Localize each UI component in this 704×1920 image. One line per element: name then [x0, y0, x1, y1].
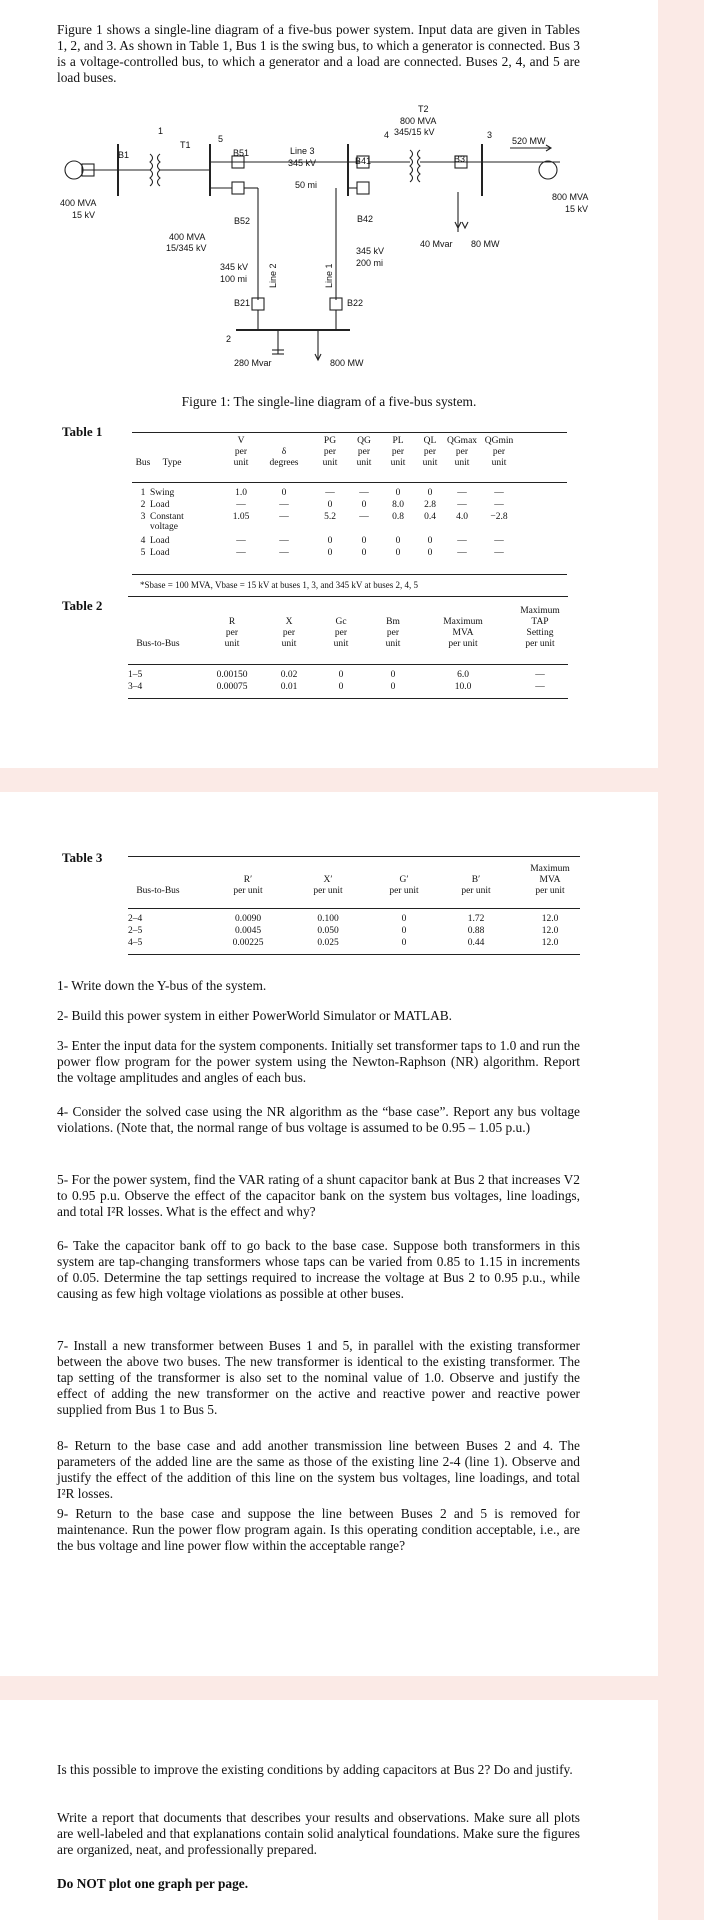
table2-cell: 0.00075 — [216, 682, 248, 692]
table1-bottom-rule — [132, 574, 567, 575]
table1-header-cell: unit — [491, 458, 507, 468]
table1-cell: 0 — [395, 488, 401, 498]
table3-cell: 12.0 — [541, 938, 559, 948]
table2-cell: 0 — [390, 682, 396, 692]
table1-header-cell: per — [455, 447, 469, 457]
table3-cell: 0.00225 — [232, 938, 264, 948]
table1-header-cell: unit — [233, 458, 249, 468]
table2-cell: 1–5 — [128, 670, 143, 680]
table1-cell: 2.8 — [424, 500, 436, 510]
table2-cell: 6.0 — [457, 670, 469, 680]
table1-cell: — — [494, 536, 504, 546]
table1-header-cell: QL — [423, 436, 437, 446]
table2-cell: — — [535, 682, 545, 692]
dg-l1mi: 200 mi — [356, 258, 384, 268]
question-4: 4- Consider the solved case using the NR algorithm as the “base case”. Report any bus voltage violations. (Note that, the normal range of bus voltage is assumed to be 0.95 – 1.05 p.u.) — [57, 1104, 580, 1135]
table1-cell: 5.2 — [324, 512, 336, 522]
table1-cell: Constant voltage — [150, 512, 184, 532]
table1-cell: Load — [150, 536, 170, 546]
table2-header-cell: per unit — [525, 639, 555, 649]
table2-header-cell: X — [285, 617, 293, 627]
table2-header-cell: per — [225, 628, 239, 638]
table1-cell: 0 — [427, 488, 433, 498]
dg-mw520: 520 MW — [512, 136, 546, 146]
dg-mva800: 800 MVA — [552, 192, 589, 202]
table2-header-cell: Bus-to-Bus — [136, 639, 180, 649]
table3-cell: 0 — [401, 926, 407, 936]
dg-n2: 2 — [226, 334, 232, 344]
table1-cell: 0 — [281, 488, 287, 498]
dg-t1: T1 — [180, 140, 191, 150]
table1-cell: 0.4 — [424, 512, 436, 522]
dg-t2kv: 345/15 kV — [394, 127, 435, 137]
intro-paragraph: Figure 1 shows a single-line diagram of a five-bus power system. Input data are given in Tables 1, 2, and 3. As shown in Table 1, Bus 1 is the swing bus, to which a generator is connected. Bus 3 is a voltage-controlled bus, to which a generator and a load are connected. Buses 2, 4, and 5 are load buses. — [57, 22, 580, 85]
table1-cell: 4.0 — [456, 512, 468, 522]
table2-cell: 3–4 — [128, 682, 143, 692]
table2-cell: 0.00150 — [216, 670, 248, 680]
table3-header-cell: per unit — [313, 886, 343, 896]
table1-header-cell: unit — [322, 458, 338, 468]
table3-cell: 0 — [401, 914, 407, 924]
table2-cell: 0.02 — [280, 670, 298, 680]
table2-cell: 10.0 — [454, 682, 472, 692]
table2-head-rule — [128, 664, 568, 665]
table2-header-cell: unit — [385, 639, 401, 649]
table2-header-cell: TAP — [531, 617, 549, 627]
dg-line3kv: 345 kV — [288, 158, 317, 168]
table1-cell: 0 — [361, 548, 367, 558]
single-line-diagram — [0, 92, 658, 392]
table2-header-cell: R — [228, 617, 236, 627]
question-1: 1- Write down the Y-bus of the system. — [57, 978, 267, 993]
dg-b21: B21 — [234, 298, 251, 308]
table2-header-cell: per — [334, 628, 348, 638]
table1-header-cell: PL — [392, 436, 404, 446]
table1-header-cell: degrees — [269, 458, 299, 468]
dg-l2kv: 345 kV — [220, 262, 249, 272]
table1-cell: — — [279, 536, 289, 546]
dg-t2mva: 800 MVA — [400, 116, 437, 126]
table3-cell: 0.025 — [317, 938, 339, 948]
table1-head-rule — [132, 482, 567, 483]
table3-header-cell: Bus-to-Bus — [136, 886, 180, 896]
table1-header-cell: per — [357, 447, 371, 457]
table1-cell: — — [494, 548, 504, 558]
table1-cell: 2 — [140, 500, 146, 510]
dg-mw800: 800 MW — [330, 358, 364, 368]
dg-b42: B42 — [357, 214, 374, 224]
table1-cell: 0 — [361, 500, 367, 510]
table2-cell: 0 — [390, 670, 396, 680]
table2-header-cell: Bm — [386, 617, 400, 627]
table2-cell: 0 — [338, 682, 344, 692]
question-9: 9- Return to the base case and suppose the line between Buses 2 and 5 is removed for maintenance. Run the power flow program again. Is this operating condition acceptable, i.e., are the bus voltage and line power flow within the acceptable range? — [57, 1506, 580, 1553]
table1-header-cell: QGmax — [446, 436, 478, 446]
table1-header-cell: Type — [162, 458, 182, 468]
dg-n1: 1 — [158, 126, 164, 136]
table3-cell: 4–5 — [128, 938, 143, 948]
table1-cell: Load — [150, 548, 170, 558]
table2-header-cell: Maximum — [443, 617, 483, 627]
table1-cell: 8.0 — [392, 500, 404, 510]
table1-cell: 4 — [140, 536, 146, 546]
table1-cell: 0 — [327, 536, 333, 546]
table1-cell: — — [457, 548, 467, 558]
table3-cell: 0.050 — [317, 926, 339, 936]
table3-cell: 0.0090 — [234, 914, 262, 924]
table2-header-cell: Maximum — [520, 606, 560, 616]
table3-header-cell: B′ — [471, 875, 481, 885]
dg-t1mva: 400 MVA — [169, 232, 206, 242]
table1-cell: 0 — [395, 536, 401, 546]
table1-cell: 0 — [327, 548, 333, 558]
dg-mw80: 80 MW — [471, 239, 500, 249]
dg-t1kv: 15/345 kV — [166, 243, 207, 253]
table1-header-cell: δ — [281, 447, 287, 457]
table1-cell: — — [279, 548, 289, 558]
dg-kv15a: 15 kV — [72, 210, 96, 220]
page-1 — [0, 0, 658, 768]
dg-b41: B41 — [355, 156, 372, 166]
dg-n5: 5 — [218, 134, 224, 144]
table1-cell: — — [457, 488, 467, 498]
table3-top-rule — [128, 856, 580, 857]
table1-cell: 0.8 — [392, 512, 404, 522]
dg-t2: T2 — [418, 104, 429, 114]
dg-n4: 4 — [384, 130, 390, 140]
table3-cell: 2–5 — [128, 926, 143, 936]
table2-bottom-rule — [128, 698, 568, 699]
table1-cell: 0 — [327, 500, 333, 510]
table3-header-cell: Maximum — [530, 864, 570, 874]
question-10: Is this possible to improve the existing conditions by adding capacitors at Bus 2? Do and justify. — [57, 1762, 573, 1777]
dg-kv15b: 15 kV — [565, 204, 589, 214]
page-2 — [0, 792, 658, 1676]
table1-cell: Load — [150, 500, 170, 510]
page-3 — [0, 1700, 658, 1920]
table1-header-cell: unit — [390, 458, 406, 468]
table1-cell: 1 — [140, 488, 146, 498]
table1-cell: — — [494, 500, 504, 510]
table3-cell: 1.72 — [467, 914, 485, 924]
dg-line2: Line 2 — [268, 263, 278, 288]
table1-cell: — — [236, 536, 246, 546]
dg-l1kv: 345 kV — [356, 246, 385, 256]
table1-header-cell: Bus — [135, 458, 151, 468]
table1-header-cell: per — [323, 447, 337, 457]
table1-cell: −2.8 — [490, 512, 508, 522]
table1-cell: — — [494, 488, 504, 498]
table3-header-cell: per unit — [233, 886, 263, 896]
table1-cell: — — [457, 536, 467, 546]
table1-cell: 1.0 — [235, 488, 247, 498]
table2-cell: 0.01 — [280, 682, 298, 692]
table1-cell: 0 — [361, 536, 367, 546]
figure-caption: Figure 1: The single-line diagram of a five-bus system. — [181, 394, 477, 409]
table3-cell: 12.0 — [541, 914, 559, 924]
table1-cell: — — [279, 512, 289, 522]
table1-cell: 5 — [140, 548, 146, 558]
table3-cell: 0.44 — [467, 938, 485, 948]
table1-cell: — — [236, 548, 246, 558]
table2-header-cell: per — [386, 628, 400, 638]
table1-cell: 3 — [140, 512, 146, 522]
table1-footnote: *Sbase = 100 MVA, Vbase = 15 kV at buses 1, 3, and 345 kV at buses 2, 4, 5 — [140, 580, 418, 590]
table1-cell: — — [325, 488, 335, 498]
table1-top-rule — [132, 432, 567, 433]
dg-n3: 3 — [487, 130, 493, 140]
table3-label: Table 3 — [62, 850, 103, 865]
table1-cell: — — [359, 512, 369, 522]
table1-header-cell: unit — [356, 458, 372, 468]
table1-header-cell: PG — [323, 436, 337, 446]
question-5: 5- For the power system, find the VAR rating of a shunt capacitor bank at Bus 2 that increases V2 to 0.95 p.u. Observe the effect of the capacitor bank on the system bus voltages, line loadings, and total I²R losses. What is the effect and why? — [57, 1172, 580, 1219]
table1-cell: 0 — [427, 536, 433, 546]
table3-cell: 0 — [401, 938, 407, 948]
table1-header-cell: QGmin — [484, 436, 514, 446]
table3-header-cell: per unit — [389, 886, 419, 896]
table3-header-cell: G′ — [399, 875, 409, 885]
dg-mvar40: 40 Mvar — [420, 239, 453, 249]
question-7: 7- Install a new transformer between Buses 1 and 5, in parallel with the existing transformer between the above two buses. The new transformer is identical to the existing transformer. The tap setting of the transformer is also set to the nominal value of 1.0. Observe and justify the effect of adding the new transformer on the active and reactive power and reactive power supplied from Bus 1 to Bus 5. — [57, 1338, 580, 1417]
table2-cell: — — [535, 670, 545, 680]
table2-label: Table 2 — [62, 598, 103, 613]
table2-header-cell: per — [282, 628, 296, 638]
table3-cell: 2–4 — [128, 914, 143, 924]
question-2: 2- Build this power system in either PowerWorld Simulator or MATLAB. — [57, 1008, 453, 1023]
table3-header-cell: X′ — [323, 875, 333, 885]
table1-cell: 1.05 — [232, 512, 250, 522]
dg-l2mi: 100 mi — [220, 274, 248, 284]
table2-header-cell: unit — [333, 639, 349, 649]
table1-cell: — — [359, 488, 369, 498]
table3-header-cell: MVA — [539, 875, 561, 885]
table1-cell: 0 — [395, 548, 401, 558]
table3-cell: 12.0 — [541, 926, 559, 936]
table1-header-cell: per — [391, 447, 405, 457]
table3-header-cell: per unit — [535, 886, 565, 896]
table1-header-cell: per — [423, 447, 437, 457]
dg-b52: B52 — [234, 216, 251, 226]
table2-header-cell: unit — [224, 639, 240, 649]
table1-cell: — — [236, 500, 246, 510]
table2-header-cell: Setting — [526, 628, 554, 638]
table1-cell: 0 — [427, 548, 433, 558]
table1-header-cell: QG — [357, 436, 371, 446]
table1-header-cell: V — [237, 436, 245, 446]
table2-header-cell: unit — [281, 639, 297, 649]
table2-header-cell: Gc — [335, 617, 347, 627]
table1-cell: — — [457, 500, 467, 510]
table1-header-cell: per — [492, 447, 506, 457]
table2-top-rule — [128, 596, 568, 597]
table3-cell: 0.88 — [467, 926, 485, 936]
table3-bottom-rule — [128, 954, 580, 955]
table1-cell: — — [279, 500, 289, 510]
table1-header-cell: unit — [454, 458, 470, 468]
report-note: Do NOT plot one graph per page. — [57, 1876, 249, 1891]
table3-cell: 0.0045 — [234, 926, 262, 936]
table2-header-cell: MVA — [452, 628, 474, 638]
dg-b51: B51 — [233, 148, 250, 158]
question-3: 3- Enter the input data for the system components. Initially set transformer taps to 1.0 and run the power flow program for the power system using the Newton-Raphson (NR) algorithm. Report the voltage amplitudes and angles of each bus. — [57, 1038, 580, 1085]
dg-line1: Line 1 — [324, 263, 334, 288]
dg-mva400: 400 MVA — [60, 198, 97, 208]
dg-mvar280: 280 Mvar — [234, 358, 272, 368]
question-8: 8- Return to the base case and add another transmission line between Buses 2 and 4. The parameters of the added line are the same as those of the existing line 2-4 (line 1). Observe and justify the effect of the addition of this line on the system bus voltages, line loadings, and total I²R losses. — [57, 1438, 580, 1501]
table3-header-cell: per unit — [461, 886, 491, 896]
table2-header-cell: per unit — [448, 639, 478, 649]
table3-cell: 0.100 — [317, 914, 339, 924]
table3-head-rule — [128, 908, 580, 909]
dg-line3: Line 3 — [290, 146, 315, 156]
table3-header-cell: R′ — [243, 875, 253, 885]
table1-cell: Swing — [150, 488, 175, 498]
table1-header-cell: per — [234, 447, 248, 457]
table1-header-cell: unit — [422, 458, 438, 468]
dg-b1: B1 — [118, 150, 130, 160]
table2-cell: 0 — [338, 670, 344, 680]
dg-line3mi: 50 mi — [295, 180, 318, 190]
question-6: 6- Take the capacitor bank off to go back to the base case. Suppose both transformers in this system are tap-changing transformers whose taps can be varied from 0.85 to 1.15 in increments of 0.05. Determine the tap settings required to increase the voltage at Bus 2 to 0.95 p.u., while causing as few high voltage violations as possible at other buses. — [57, 1238, 580, 1301]
table1-label: Table 1 — [62, 424, 103, 439]
dg-b3: B3 — [454, 154, 466, 164]
dg-b22: B22 — [347, 298, 364, 308]
report-instructions: Write a report that documents that describes your results and observations. Make sure all plots are well-labeled and that explanations contain solid analytical foundations. Make sure the figures are organized, neat, and professionally prepared. — [57, 1810, 580, 1857]
